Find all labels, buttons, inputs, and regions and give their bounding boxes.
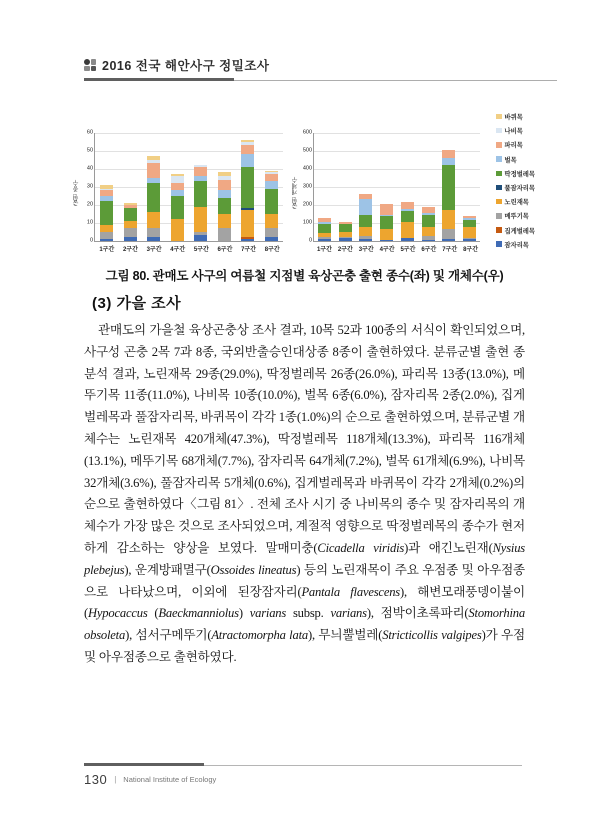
charts-row: [0, 112, 609, 253]
x-tick-label: 5구간: [400, 246, 416, 253]
legend-label: 벌목: [504, 156, 517, 164]
x-tick-label: 4구간: [170, 246, 186, 253]
bar-segment-노린재목: [241, 210, 254, 237]
bar-segment-딱정벌레목: [318, 224, 331, 233]
bar-segment-노린재목: [218, 214, 231, 228]
bar-segment-메뚜기목: [100, 232, 113, 239]
bar-segment-딱정벌레목: [359, 215, 372, 228]
bar-segment-나비목: [171, 176, 184, 183]
x-tick-label: 2구간: [337, 246, 353, 253]
stacked-bar-2구간: [124, 203, 137, 241]
legend-item-파리목: [496, 140, 535, 149]
legend-label: 잠자리목: [504, 241, 529, 249]
page-number: 130: [84, 772, 108, 787]
stacked-bar-4구간: [171, 174, 184, 241]
bar-segment-벌목: [442, 158, 455, 165]
bar-segment-파리목: [380, 204, 393, 215]
y-tick-label: 200: [302, 200, 313, 207]
figure-80: [0, 112, 609, 284]
bar-segment-딱정벌레목: [463, 220, 476, 227]
x-tick-label: 2구간: [122, 246, 138, 253]
legend-swatch-icon: [496, 171, 502, 177]
section: [92, 292, 525, 313]
page-footer: [84, 763, 522, 787]
bar-segment-벌목: [359, 199, 372, 214]
stacked-bar-8구간: [463, 216, 476, 240]
stacked-bar-7구간: [442, 150, 455, 241]
x-tick-label: 4구간: [379, 246, 395, 253]
bar-segment-노린재목: [265, 214, 278, 228]
stacked-bar-3구간: [147, 156, 160, 241]
chart-legend: [496, 112, 535, 249]
bar-segment-파리목: [171, 183, 184, 190]
bar-segment-파리목: [401, 202, 414, 209]
plot-area-left: [86, 128, 283, 243]
legend-swatch-icon: [496, 185, 502, 191]
bar-segment-노린재목: [194, 207, 207, 232]
bar-segment-딱정벌레목: [218, 198, 231, 214]
bar-segment-벌목: [241, 154, 254, 167]
bar-segment-파리목: [218, 180, 231, 191]
stacked-bar-5구간: [194, 165, 207, 241]
x-tick-label: 5구간: [193, 246, 209, 253]
y-tick-label: 0: [89, 236, 94, 243]
legend-item-집게벌레목: [496, 226, 535, 235]
bar-segment-노린재목: [463, 227, 476, 238]
x-tick-label: 8구간: [264, 246, 280, 253]
x-axis-labels-left: [94, 244, 283, 253]
individual-count-chart: [293, 128, 480, 253]
footer-organization: National Institute of Ecology: [123, 775, 217, 784]
bar-segment-딱정벌레목: [241, 167, 254, 208]
report-title: 2016 전국 해안사구 정밀조사: [102, 59, 270, 73]
bar-segment-딱정벌레목: [100, 201, 113, 224]
y-tick-label: 10: [86, 218, 94, 225]
legend-label: 풀잠자리목: [504, 184, 535, 192]
bar-segment-잠자리목: [422, 240, 435, 241]
legend-label: 딱정벌레목: [504, 170, 535, 178]
legend-item-노린재목: [496, 197, 535, 206]
legend-item-바퀴목: [496, 112, 535, 121]
bar-segment-잠자리목: [463, 239, 476, 241]
x-tick-label: 8구간: [463, 246, 479, 253]
legend-swatch-icon: [496, 227, 502, 233]
bar-segment-벌목: [218, 190, 231, 197]
bar-segment-딱정벌레목: [124, 208, 137, 221]
stacked-bar-4구간: [380, 204, 393, 241]
y-tick-label: 50: [86, 146, 94, 153]
bar-segment-메뚜기목: [442, 229, 455, 239]
bar-segment-노린재목: [359, 227, 372, 236]
legend-swatch-icon: [496, 241, 502, 247]
legend-swatch-icon: [496, 128, 502, 134]
bar-segment-딱정벌레목: [401, 211, 414, 222]
y-tick-label: 500: [302, 146, 313, 153]
bar-segment-노린재목: [147, 212, 160, 228]
footer-separator: |: [114, 775, 117, 784]
bar-segment-딱정벌레목: [380, 216, 393, 229]
page-header: [84, 56, 557, 81]
legend-label: 파리목: [504, 142, 523, 150]
bar-segment-메뚜기목: [124, 228, 137, 237]
bar-segment-딱정벌레목: [339, 224, 352, 232]
legend-label: 바퀴목: [504, 114, 523, 121]
y-axis-label-left: 출현 종수: [74, 179, 81, 206]
legend-label: 메뚜기목: [504, 213, 529, 221]
legend-label: 집게벌레목: [504, 227, 535, 235]
y-tick-label: 0: [308, 236, 313, 243]
bar-segment-딱정벌레목: [147, 183, 160, 212]
bar-segment-딱정벌레목: [171, 196, 184, 219]
stacked-bar-6구간: [422, 207, 435, 241]
stacked-bar-1구간: [318, 218, 331, 240]
legend-item-메뚜기목: [496, 211, 535, 220]
bar-segment-메뚜기목: [218, 228, 231, 241]
bar-segment-딱정벌레목: [194, 181, 207, 206]
y-tick-label: 60: [86, 128, 94, 135]
footer-divider: [84, 763, 522, 766]
x-tick-label: 6구간: [217, 246, 233, 253]
bar-segment-잠자리목: [147, 237, 160, 241]
stacked-bar-7구간: [241, 140, 254, 241]
bar-segment-노린재목: [100, 225, 113, 232]
x-tick-label: 6구간: [421, 246, 437, 253]
stacked-bar-2구간: [339, 222, 352, 241]
species-count-chart: [74, 128, 283, 253]
stacked-bar-6구간: [218, 172, 231, 240]
stacked-bar-8구간: [265, 171, 278, 241]
bar-segment-잠자리목: [318, 239, 331, 241]
bar-segment-파리목: [265, 174, 278, 181]
bar-segment-잠자리목: [265, 237, 278, 241]
legend-item-나비목: [496, 126, 535, 135]
x-tick-label: 1구간: [316, 246, 332, 253]
legend-label: 나비목: [504, 128, 523, 136]
y-tick-label: 100: [302, 218, 313, 225]
legend-item-풀잠자리목: [496, 183, 535, 192]
legend-swatch-icon: [496, 142, 502, 148]
plot-area-right: [302, 128, 480, 243]
x-tick-label: 3구간: [358, 246, 374, 253]
bar-segment-딱정벌레목: [422, 215, 435, 228]
bar-segment-파리목: [194, 167, 207, 176]
y-tick-label: 600: [302, 128, 313, 135]
bar-segment-잠자리목: [359, 239, 372, 241]
bar-segment-노린재목: [422, 227, 435, 236]
legend-swatch-icon: [496, 213, 502, 219]
x-tick-label: 3구간: [146, 246, 162, 253]
y-tick-label: 300: [302, 182, 313, 189]
bar-segment-파리목: [147, 163, 160, 177]
body-paragraph: 관매도의 가을철 육상곤충상 조사 결과, 10목 52과 100종의 서식이 확인되었으며, 사구성 곤충 2목 7과 8종, 국외반출승인대상종 8종이 출현하였다. 분류군별 출현 종 분석 결과, 노린재목 29종(29.0%), 딱정벌레목 26종(26.0%), 파리목 13종(13.0%), 메뚜기목 11종(11.0%), 나비목 10종(10.0%), 벌목 6종(6.0%), 잠자리목 2종(2.0%), 집게벌레목과 풀잠자리목, 바퀴목이 각각 1종(1.0%)의 순으로 출현하였으며, 분류군별 개체수는 노린재목 420개체(47.3%), 딱정벌레목 118개체(13.3%), 파리목 116개체(13.1%), 메뚜기목 68개체(7.7%), 잠자리목 64개체(7.2%), 벌목 61개체(6.9%), 나비목 32개체(3.6%), 풀잠자리목 5개체(0.6%), 집게벌레목과 바퀴목이 각각 2개체(0.2%)의 순으로 출현하였다〈그림 81〉. 전체 조사 시기 중 나비목의 종수 및 잠자리목의 개체수가 가장 많은 것으로 조사되었으며, 계절적 영향으로 딱정벌레목의 종수가 현저하게 감소하는 양상을 보였다. 말매미충(Cicadella viridis)과 애긴노린재(Nysius plebejus), 운계방패멸구(Ossoides lineatus) 등의 노린재목이 주요 우점종 및 아우점종으로 나타났으며, 이외에 된장잠자리(Pantala flavescens), 해변모래풍뎅이붙이(Hypocaccus (Baeckmanniolus) varians subsp. varians), 점박이초록파리(Stomorhina obsoleta), 섬서구메뚜기(Atractomorpha lata), 무늬뿔벌레(Stricticollis valgipes)가 우점 및 아우점종으로 출현하였다.: [84, 323, 525, 664]
legend-swatch-icon: [496, 199, 502, 205]
bar-segment-노린재목: [124, 221, 137, 228]
section-heading: (3) 가을 조사: [92, 295, 182, 312]
bar-segment-딱정벌레목: [265, 189, 278, 214]
bar-segment-노린재목: [171, 219, 184, 241]
bar-segment-파리목: [241, 145, 254, 154]
stacked-bar-3구간: [359, 194, 372, 241]
legend-swatch-icon: [496, 156, 502, 162]
bar-segment-잠자리목: [401, 238, 414, 241]
legend-swatch-icon: [496, 114, 502, 120]
bar-segment-잠자리목: [380, 240, 393, 241]
bar-segment-벌목: [265, 181, 278, 188]
bar-segment-잠자리목: [124, 237, 137, 241]
legend-item-벌목: [496, 155, 535, 164]
y-tick-label: 400: [302, 164, 313, 171]
bar-segment-잠자리목: [100, 239, 113, 241]
y-tick-label: 20: [86, 200, 94, 207]
x-axis-labels-right: [313, 244, 480, 253]
header-divider: [84, 78, 557, 81]
header-bullet-icon: [84, 59, 96, 71]
bar-segment-파리목: [442, 150, 455, 158]
legend-item-딱정벌레목: [496, 169, 535, 178]
stacked-bar-1구간: [100, 185, 113, 241]
figure-caption: 그림 80. 관매도 사구의 여름철 지점별 육상곤충 출현 종수(좌) 및 개체수(우): [105, 268, 504, 283]
x-tick-label: 7구간: [442, 246, 458, 253]
x-tick-label: 1구간: [99, 246, 115, 253]
bar-segment-메뚜기목: [147, 228, 160, 237]
y-tick-label: 40: [86, 164, 94, 171]
bar-segment-노린재목: [442, 210, 455, 229]
stacked-bar-5구간: [401, 202, 414, 241]
bar-segment-잠자리목: [241, 239, 254, 241]
legend-item-잠자리목: [496, 240, 535, 249]
bar-segment-메뚜기목: [265, 228, 278, 237]
legend-label: 노린재목: [504, 199, 529, 207]
bar-segment-잠자리목: [339, 238, 352, 241]
y-tick-label: 30: [86, 182, 94, 189]
bar-segment-잠자리목: [442, 239, 455, 241]
y-axis-label-right: 출현 개체수: [293, 176, 300, 209]
bar-segment-딱정벌레목: [442, 165, 455, 210]
bar-segment-노린재목: [401, 222, 414, 238]
x-tick-label: 7구간: [241, 246, 257, 253]
bar-segment-잠자리목: [194, 235, 207, 240]
bar-segment-노린재목: [380, 229, 393, 240]
